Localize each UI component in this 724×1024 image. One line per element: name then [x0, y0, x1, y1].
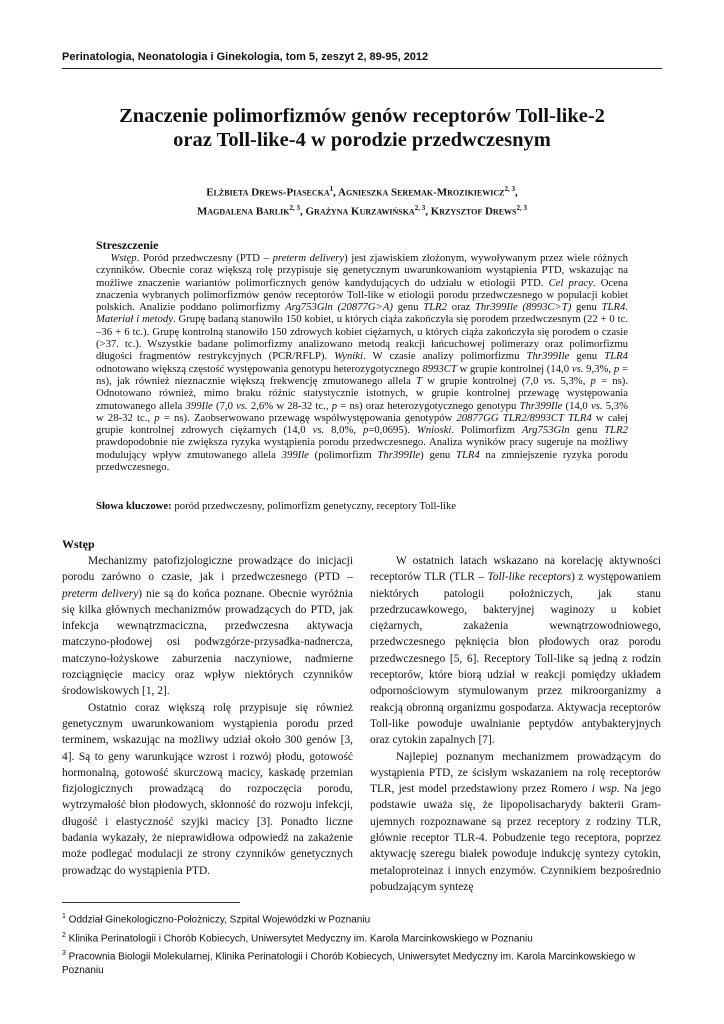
- abstract-heading: Streszczenie: [96, 238, 159, 252]
- paragraph-text: Najlepiej poznanym mechanizmem prowadzącym do wystąpienia PTD, ze ścisłym wskazaniem na rolę receptorów TLR, jest model przedstawiony przez Romero: [370, 750, 661, 796]
- section-heading: Wstęp: [62, 537, 95, 551]
- paragraph: [62, 553, 353, 700]
- gene-term: Thr399Ile: [519, 399, 563, 412]
- footnotes: [62, 910, 662, 979]
- title-line-2: oraz Toll-like-4 w porodzie przedwczesnym: [173, 129, 551, 151]
- abstract-text: prawdopodobnie nie zwiększa ryzyka wystąpienia porodu przedwczesnego. Analiza wyników pracy sugeruje na możliwy modulujący wpływ zmutowanego allela: [96, 436, 628, 461]
- paragraph-text: ) nie są do końca poznane. Obecnie wyróżnia się kilka głównych mechanizmów prowadzących do PTD, jak infekcja wewnątrzmaciczna, przedwczesna aktywacja matczyno-płodowej osi podwzgórze-przysadka-nadnercza, matczyno-łożyskowe zaburzenia naczyniowe, nadmierne rozciągnięcie macicy oraz wpływ niektórych czynników środowiskowych [1, 2].: [62, 587, 353, 698]
- p-term: p: [590, 374, 596, 387]
- abstract-text: w grupie kontrolnej (7,0: [421, 374, 544, 387]
- abstract-text: (polimorfizm: [308, 448, 378, 461]
- footnote-rule: [62, 902, 240, 903]
- gene-term: Thr399Ile: [526, 350, 570, 363]
- author-separator: ,: [425, 205, 431, 218]
- author-list: [62, 182, 662, 219]
- abstract-text: 2,6% w 28-32 tc.,: [247, 399, 332, 412]
- footnote-number: 3: [62, 950, 66, 958]
- author: Magdalena Barlik: [197, 205, 290, 218]
- vs-term: vs.: [590, 399, 603, 412]
- abstract-text: = ns) oraz heterozygotycznego genotypu: [337, 399, 520, 412]
- abstract-text: w całej grupie kontrolnej zdrowych ciężarnych (14,0: [96, 411, 628, 437]
- gene-term: TLR4: [604, 350, 629, 363]
- keywords-text: poród przedwczesny, polimorfizm genetyczny, receptory Toll-like: [171, 500, 457, 512]
- abstract-text: na zmniejszenie ryzyka porodu przedwczesnego.: [96, 448, 628, 474]
- abstract-text: = ns). Zaobserwowano przewagę współwystępowania genotypów: [159, 411, 457, 424]
- paragraph-term: i wsp.: [591, 783, 620, 796]
- author-affiliation: 2, 3: [516, 203, 527, 212]
- gene-term: T: [416, 374, 422, 387]
- paragraph-text: Na jego podstawie uważa się, że lipopolisacharydy bakterii Gram-ujemnych rozpoznawane są przez receptory z rodziny TLR, głównie receptor TLR-4. Pobudzenie tego receptora, poprzez aktywację szeregu białek powoduje indukcję syntezy cytokin, metaloproteinaz i innych enzymów. Czynnikiem bezpośrednio pobudzającym syntezę: [370, 783, 661, 893]
- footnote: [62, 947, 662, 977]
- abstract-text: ) jest zjawiskiem złożonym, wywoływanym przez wiele różnych czynników. Obecnie coraz większą rolę przypisuje się genetycznym uwarunkowaniom wystąpienia PTD, wskazując na możliwe znaczenie wariantów polimorficznych genów kandydujących do udziału w etiologii PTD.: [96, 252, 628, 289]
- gene-term: Arg753Gln (20877G>A): [285, 301, 393, 314]
- gene-term: 8993CT: [422, 362, 457, 375]
- abstract-text: ) genu: [420, 448, 456, 461]
- keywords: [96, 500, 628, 513]
- p-term: p: [154, 411, 160, 424]
- abstract-text: = ns), jak również nieznacznie większą frekwencję zmutowanego allela: [96, 362, 628, 387]
- abstract-text: 5,3%,: [555, 374, 591, 387]
- author-affiliation: 1: [329, 185, 334, 193]
- abstract-text: odnotowano większą częstość występowania genotypu heterozygotycznego: [96, 362, 423, 375]
- author: Grażyna Kurzawińska: [305, 205, 415, 218]
- author-separator: ,: [515, 186, 518, 199]
- abstract-label-results: Wyniki: [334, 350, 363, 363]
- paragraph-text: ) z występowaniem niektórych patologii położniczych, jak stanu przedrzucawkowego, bakteryjnej waginozy u kobiet ciężarnych, zakażenia wewnątrzowodniowego, przedwczesnego pęknięcia błon płodowych oraz porodu przedwczesnego [5, 6]. Receptory Toll-like są jedną z rodzin receptorów, które biorą udział w reakcji pomiędzy układem odpornościowym stymulowanym przez mikroorganizmy a reakcją obronną organizmu gospodarza. Aktywacja receptorów Toll-like powoduje uwalnianie peptydów antybakteryjnych oraz cytokin zapalnych [7].: [370, 571, 661, 747]
- abstract-text: . Poród przedwczesny (PTD –: [136, 252, 273, 264]
- abstract-text: . Polimorfizm: [451, 424, 522, 437]
- abstract-text: (7,0: [212, 399, 237, 412]
- p-term: p: [331, 399, 338, 412]
- author-affiliation: 2, 3: [414, 203, 426, 212]
- gene-term: 399Ile: [185, 399, 213, 412]
- gene-term: 20877GG TLR2/8993CT TLR4: [456, 411, 592, 424]
- paragraph-term: Toll-like receptors: [487, 571, 572, 584]
- abstract-text: 5,3% w 28-32 tc.,: [96, 399, 629, 424]
- abstract-text: . Ocena znaczenia wybranych polimorfizmów genów receptorów Toll-like w etiologii porodu przedwczesnego w populacji kobiet polskich. Analizie poddano polimorfizmy: [96, 276, 628, 314]
- gene-term: Thr399Ile (8993C>T): [474, 301, 572, 314]
- abstract-text: genu: [392, 301, 424, 314]
- title-line-1: Znaczenie polimorfizmów genów receptorów Toll-like-2: [119, 105, 605, 127]
- paragraph: [370, 553, 661, 749]
- paper-title: [62, 104, 662, 152]
- header-rule: [62, 68, 662, 69]
- footnote: [62, 910, 662, 927]
- vs-term: vs.: [571, 362, 584, 375]
- abstract-label-methods: . Materiał i metody: [96, 301, 629, 326]
- abstract-text: . W czasie analizy polimorfizmu: [362, 350, 527, 363]
- abstract-label-aim: Cel pracy: [548, 276, 593, 289]
- abstract-text: 9,3%,: [583, 362, 614, 375]
- author-affiliation: 2, 3: [289, 203, 300, 212]
- author-separator: ,: [333, 186, 339, 199]
- abstract-text: = ns). Odnotowano również, mimo braku różnic statystycznie istotnych, w grupie kontrolnej przewagę występowania zmutowanego allela: [96, 374, 628, 412]
- abstract-text: . Grupę badaną stanowiło 150 kobiet, u których ciąża zakończyła się porodem przedwczesnym (22 + 0 tc. –36 + 6 tc.). Grupę kontrolną stanowiło 150 zdrowych kobiet ciężarnych, u których ciąża zakończyła się porodem o czasie (>37. tc.). Wszystkie badane polimorfizmy analizowano metodą reakcji łańcuchowej polimerazy oraz polimorfizmu długości fragmentów restrykcyjnych (PCR/RFLP).: [96, 313, 628, 363]
- vs-term: vs.: [312, 424, 325, 437]
- p-term: p: [613, 362, 620, 375]
- gene-term: Arg753Gln: [521, 424, 570, 437]
- paragraph-term: preterm delivery: [62, 587, 139, 600]
- author: Elżbieta Drews-Piasecka: [206, 186, 330, 199]
- vs-term: vs.: [543, 374, 556, 387]
- footnote-number: 2: [62, 931, 66, 939]
- abstract-text: 8,0%,: [324, 424, 363, 437]
- author-affiliation: 2, 3: [504, 185, 515, 193]
- column-left: [62, 553, 353, 879]
- abstract-text: genu: [569, 424, 605, 437]
- paragraph-text: W ostatnich latach wskazano na korelację aktywności receptorów TLR (TLR –: [370, 555, 661, 584]
- abstract-label-intro: Wstęp: [110, 252, 137, 264]
- author: Agnieszka Seremak-Mrozikiewicz: [338, 186, 505, 199]
- abstract-label-conclusions: Wnioski: [416, 424, 452, 437]
- paragraph-text: Mechanizmy patofizjologiczne prowadzące do inicjacji porodu zarówno o czasie, jak i przedwczesnego (PTD –: [62, 555, 353, 584]
- author: Krzysztof Drews: [430, 205, 517, 218]
- abstract-text: w grupie kontrolnej (14,0: [456, 362, 572, 375]
- gene-term: Thr399Ile: [377, 448, 421, 461]
- keywords-label: Słowa kluczowe:: [96, 500, 172, 512]
- gene-term: TLR2: [423, 301, 448, 314]
- abstract-text: oraz: [447, 301, 475, 314]
- footnote-text: Pracownia Biologii Molekularnej, Klinika Perinatologii i Chorób Kobiecych, Uniwersytet Medyczny im. Karola Marcinkowskiego w Poznaniu: [62, 951, 636, 976]
- footnote-text: Oddział Ginekologiczno-Położniczy, Szpital Wojewódzki w Poznaniu: [65, 914, 371, 926]
- author-separator: ,: [299, 205, 306, 218]
- abstract-text: genu: [571, 301, 602, 314]
- running-head: Perinatologia, Neonatologia i Ginekologia, tom 5, zeszyt 2, 89-95, 2012: [62, 51, 429, 63]
- abstract-term: preterm delivery: [272, 252, 345, 264]
- gene-term: TLR2: [604, 424, 628, 437]
- vs-term: vs.: [236, 399, 248, 412]
- column-right: [370, 553, 661, 895]
- footnote-number: 1: [62, 913, 66, 920]
- footnote: [62, 929, 662, 946]
- footnote-text: Klinika Perinatologii i Chorób Kobiecych, Uniwersytet Medyczny im. Karola Marcinkowskiego w Poznaniu: [65, 932, 533, 944]
- abstract-body: [96, 252, 628, 473]
- gene-term: TLR4: [601, 301, 626, 314]
- abstract-text: genu: [569, 350, 605, 363]
- abstract-text: =0,0695).: [368, 424, 417, 437]
- p-term: p: [362, 424, 369, 437]
- paragraph: [370, 749, 661, 896]
- gene-term: TLR4: [456, 448, 480, 461]
- gene-term: 399Ile: [281, 448, 309, 461]
- paragraph: Ostatnio coraz większą rolę przypisuje się również genetycznym uwarunkowaniom wystąpienia porodu przed terminem, wskazując na możliwy udział około 300 genów [3, 4]. Są to geny warunkujące wzrost i rozwój płodu, gotowość hormonalną, gotowość skurczową macicy, kaskadę przemian fizjologicznych prowadzącą do rozpoczęcia porodu, wytrzymałość błon płodowych, skłonność do rozwoju infekcji, długość i elastyczność szyjki macicy [3]. Ponadto liczne badania wykazały, że nieprawidłowa odpowiedź na zakażenie może podlegać modulacji ze strony czynników genetycznych prowadząc do wystąpienia PTD.: [62, 701, 353, 877]
- abstract-text: (14,0: [562, 399, 591, 412]
